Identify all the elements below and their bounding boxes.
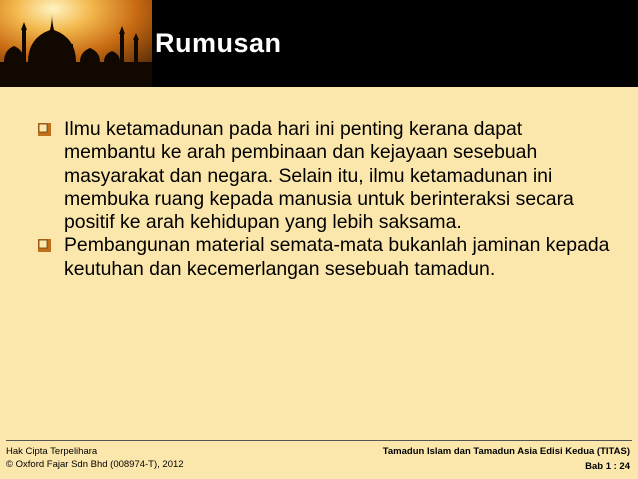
- footer-book-title: Tamadun Islam dan Tamadun Asia Edisi Kedua (TITAS): [382, 446, 630, 457]
- footer-page-number: Bab 1 : 24: [585, 461, 630, 472]
- slide-title: Rumusan: [155, 28, 282, 58]
- bullet-text: Pembangunan material semata-mata bukanlah jaminan kepada keutuhan dan kecemerlangan sesebuah tamadun.: [64, 234, 610, 280]
- checkbox-bullet-icon: [38, 123, 51, 136]
- title-banner: [0, 0, 638, 87]
- footer-publisher: © Oxford Fajar Sdn Bhd (008974-T), 2012: [6, 459, 184, 470]
- mosque-silhouette-image: [0, 0, 152, 87]
- footer-divider: [6, 440, 632, 441]
- bullet-item: [38, 118, 618, 234]
- slide-content: [38, 118, 618, 281]
- bullet-item: [38, 234, 618, 281]
- bullet-text: Ilmu ketamadunan pada hari ini penting kerana dapat membantu ke arah pembinaan dan kejayaan sesebuah masyarakat dan negara. Selain itu, ilmu ketamadunan ini membuka ruang kepada manusia untuk berinteraksi secara positif ke arah kehidupan yang lebih saksama.: [64, 118, 574, 234]
- footer-copyright: Hak Cipta Terpelihara: [6, 446, 98, 457]
- checkbox-bullet-icon: [38, 239, 51, 252]
